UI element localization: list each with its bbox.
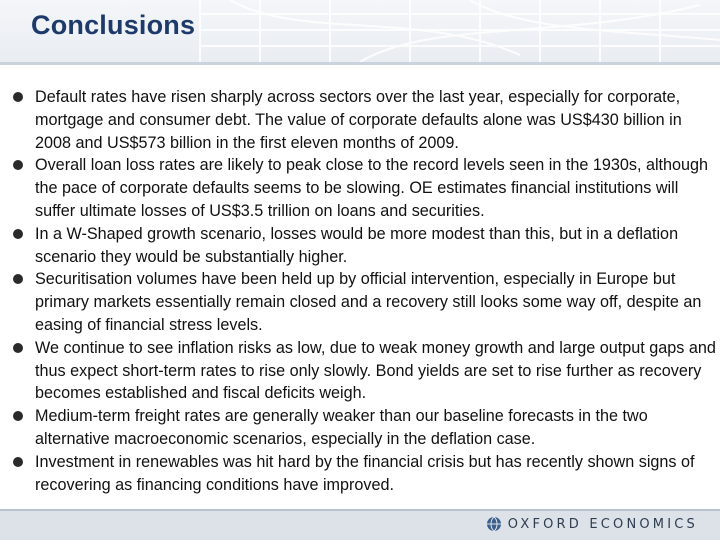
- list-item: [12, 223, 716, 269]
- list-item-text: Default rates have risen sharply across sectors over the last year, especially for corporate, mortgage and consumer debt. The value of corporate defaults alone was US$430 billion in 2008 and US$573 billion in the first eleven months of 2009.: [35, 88, 682, 152]
- bullet-dot-icon: [13, 229, 23, 239]
- bullet-dot-icon: [13, 411, 23, 421]
- bullet-dot-icon: [13, 92, 23, 102]
- list-item: [12, 337, 716, 405]
- list-item: [12, 451, 716, 497]
- list-item: [12, 268, 716, 336]
- bullet-dot-icon: [13, 343, 23, 353]
- brand-name: OXFORD ECONOMICS: [507, 516, 698, 532]
- header-band: [0, 0, 720, 62]
- globe-icon: [486, 516, 502, 532]
- list-item: [12, 405, 716, 451]
- bullet-dot-icon: [13, 457, 23, 467]
- page-title: Conclusions: [31, 10, 196, 40]
- list-item-text: Investment in renewables was hit hard by the financial crisis but has recently shown signs of recovering as financing conditions have improved.: [35, 452, 695, 494]
- list-item-text: Securitisation volumes have been held up by official intervention, especially in Europe but primary markets essentially remain closed and a recovery still looks some way off, despite an easing of financial stress levels.: [35, 270, 702, 334]
- title-divider: [0, 62, 720, 65]
- list-item-text: In a W-Shaped growth scenario, losses would be more modest than this, but in a deflation scenario they would be substantially higher.: [35, 224, 679, 266]
- list-item: [12, 154, 716, 222]
- list-item-text: We continue to see inflation risks as low, due to weak money growth and large output gaps and thus expect short-term rates to rise only slowly. Bond yields are set to rise further as recovery becomes established and fiscal deficits weigh.: [35, 338, 716, 403]
- list-item-text: Overall loan loss rates are likely to peak close to the record levels seen in the 1930s, although the pace of corporate defaults seems to be slowing. OE estimates financial institutions will suffer ultimate losses of US$3.5 trillion on loans and securities.: [35, 156, 709, 220]
- bullet-dot-icon: [13, 274, 23, 284]
- list-item-text: Medium-term freight rates are generally weaker than our baseline forecasts in the two alternative macroeconomic scenarios, especially in the deflation case.: [35, 407, 648, 448]
- footer-logo: [486, 510, 698, 538]
- conclusions-list: [12, 86, 716, 496]
- list-item: [12, 86, 716, 154]
- bullet-dot-icon: [13, 160, 23, 170]
